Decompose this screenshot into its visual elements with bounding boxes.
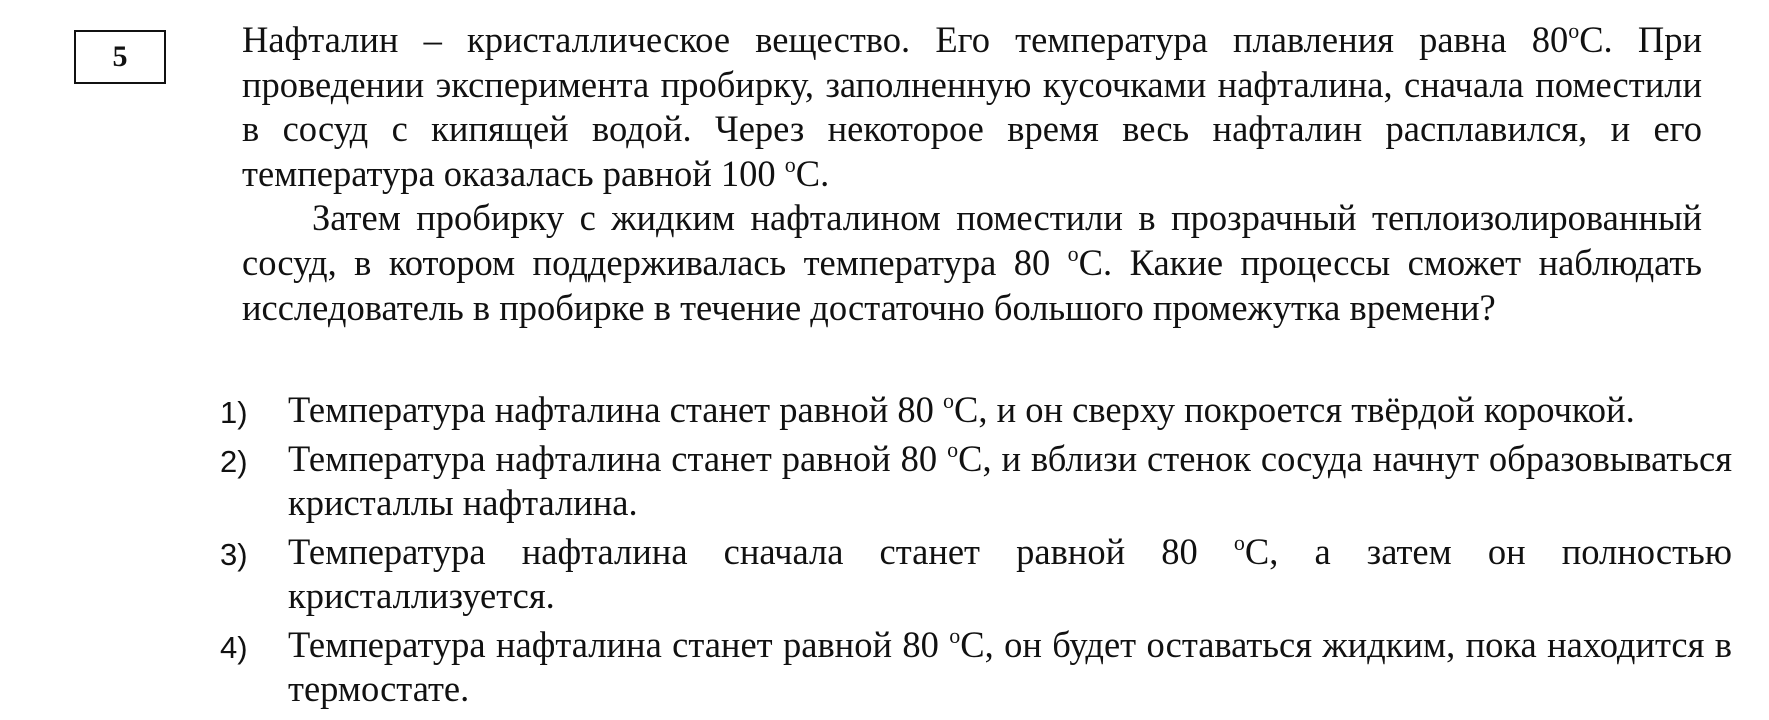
degree-sign: o [943, 388, 955, 413]
option-number: 4) [220, 630, 248, 665]
option-text [288, 623, 1732, 711]
question-text-part: Нафталин – кристаллическое вещество. Его температура плавления равна 80 [242, 19, 1569, 60]
degree-sign: o [1067, 240, 1079, 266]
option-text [288, 388, 1732, 432]
task-number: 5 [112, 40, 128, 73]
answer-option-3[interactable] [220, 530, 1732, 618]
degree-sign: o [949, 623, 961, 648]
option-text-part: Температура нафталина сначала станет равной 80 [288, 531, 1198, 572]
task-number-box [74, 30, 166, 84]
option-text-part: С, и он сверху покроется твёрдой корочкой. [954, 389, 1635, 430]
question-paragraph-1 [242, 18, 1702, 196]
option-text-part: Температура нафталина станет равной 80 [288, 438, 938, 479]
degree-sign: o [947, 437, 959, 462]
question-text [242, 18, 1702, 330]
question-text-part: С. При проведении эксперимента пробирку, заполненную кусочками нафталина, сначала поместили в сосуд с кипящей водой. Через некоторое время весь нафталин расплавился, и его температура оказалась равной 100 [242, 19, 1702, 194]
option-text [288, 437, 1732, 525]
question-text-part: С. Какие процессы сможет наблюдать исследователь в пробирке в течение достаточно большого промежутка времени? [242, 241, 1703, 328]
answer-options [220, 388, 1732, 716]
question-text-part: Затем пробирку с жидким нафталином поместили в прозрачный теплоизолированный сосуд, в котором поддерживалась температура 80 [242, 197, 1702, 283]
degree-sign: o [1233, 530, 1245, 555]
option-text-part: С, и вблизи стенок сосуда начнут образовываться кристаллы нафталина. [288, 438, 1732, 523]
option-number: 3) [220, 537, 248, 572]
answer-option-4[interactable] [220, 623, 1732, 711]
degree-sign: o [1568, 18, 1580, 43]
degree-sign: o [784, 151, 796, 177]
option-number: 1) [220, 395, 248, 430]
question-text-part: С. [795, 152, 830, 194]
answer-option-2[interactable] [220, 437, 1732, 525]
question-paragraph-2 [242, 196, 1702, 330]
option-text [288, 530, 1732, 618]
option-text-part: Температура нафталина станет равной 80 [288, 389, 934, 430]
option-text-part: Температура нафталина станет равной 80 [288, 624, 939, 665]
option-text-part: С, а затем он полностью кристаллизуется. [288, 531, 1733, 616]
answer-option-1[interactable] [220, 388, 1732, 432]
option-number: 2) [220, 444, 248, 479]
option-text-part: С, он будет оставаться жидким, пока находится в термостате. [288, 624, 1732, 709]
